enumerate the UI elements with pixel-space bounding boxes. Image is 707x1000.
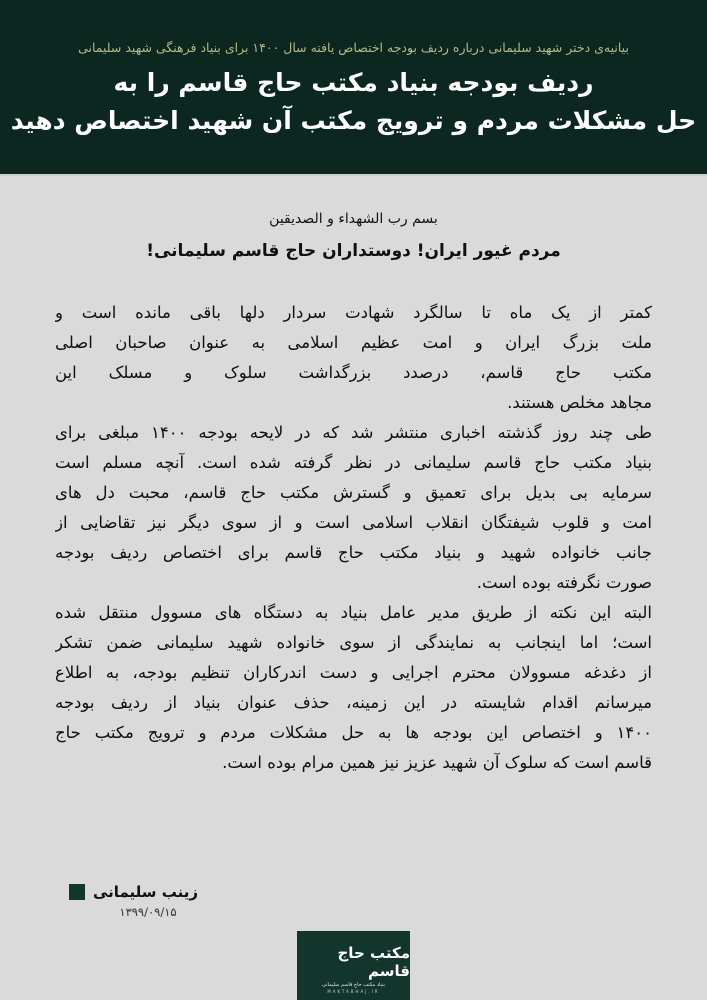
body-line: بنیاد مکتب حاج قاسم سلیمانی در نظر گرفته شده است. آنچه مسلم است bbox=[55, 453, 652, 472]
body-line: ۱۴۰۰ و اختصاص این بودجه ها به حل مشکلات مردم و ترویج مکتب حاج bbox=[55, 723, 652, 742]
header-banner bbox=[0, 0, 707, 176]
body-line: صورت نگرفته بوده است. bbox=[476, 573, 652, 592]
body-line: است؛ اما اینجانب به نمایندگی از سوی خانواده شهید سلیمانی ضمن تشکر bbox=[55, 633, 652, 652]
square-bullet-icon bbox=[69, 884, 85, 900]
body-line: البته این نکته از طریق مدیر عامل بنیاد به دستگاه های مسوول منتقل شده bbox=[55, 603, 652, 622]
logo-title: مکتب حاج قاسم bbox=[337, 943, 410, 980]
body-line: امت و قلوب شیفتگان انقلاب اسلامی است و از سوی دیگر نیز تقاضایی از bbox=[55, 513, 652, 532]
logo-url: MAKTABHAJ.IR bbox=[327, 988, 380, 994]
body-line: از دغدغه مسوولان محترم اجرایی و دست اندرکاران تنظیم بودجه، به اطلاع bbox=[55, 663, 652, 682]
paragraph-3 bbox=[55, 598, 652, 778]
maktab-haj-qasem-logo bbox=[297, 931, 410, 1000]
logo-subtitle: بنیاد مکتب حاج قاسم سلیمانی bbox=[322, 981, 385, 988]
letter-body bbox=[55, 298, 652, 778]
body-line: مکتب حاج قاسم، درصدد بزرگداشت سلوک و مسلک این bbox=[55, 363, 652, 382]
signature-block bbox=[58, 883, 198, 919]
headline-line-1: ردیف بودجه بنیاد مکتب حاج قاسم را به bbox=[113, 68, 594, 97]
body-line: طی چند روز گذشته اخباری منتشر شد که در لایحه بودجه ۱۴۰۰ مبلغی برای bbox=[55, 423, 652, 442]
body-line: جانب خانواده شهید و بنیاد مکتب حاج قاسم برای اختصاص ردیف بودجه bbox=[55, 543, 652, 562]
signature-name: زینب سلیمانی bbox=[93, 883, 198, 901]
body-line: میرسانم اقدام شایسته در این زمینه، حذف عنوان بنیاد از ردیف بودجه bbox=[55, 693, 652, 712]
body-line: سرمایه بی بدیل برای تعمیق و گسترش مکتب حاج قاسم، محبت دل های bbox=[55, 483, 652, 502]
paragraph-2 bbox=[55, 418, 652, 598]
signature-row bbox=[58, 883, 198, 901]
header-kicker: بیانیه‌ی دختر شهید سلیمانی درباره ردیف بودجه اختصاص یافته سال ۱۴۰۰ برای بنیاد فرهنگی شهید سلیمانی bbox=[78, 40, 629, 55]
body-line: ملت بزرگ ایران و امت عظیم اسلامی به عنوان صاحبان اصلی bbox=[55, 333, 652, 352]
headline-line-2: حل مشکلات مردم و ترویج مکتب آن شهید اختصاص دهید bbox=[10, 106, 697, 135]
bismillah: بسم رب الشهداء و الصدیقین bbox=[269, 211, 438, 227]
body-line: مجاهد مخلص هستند. bbox=[507, 393, 652, 412]
body-line: قاسم است که سلوک آن شهید عزیز نیز همین مرام بوده است. bbox=[222, 753, 652, 772]
body-line: کمتر از یک ماه تا سالگرد شهادت سردار دلها باقی مانده است و bbox=[55, 303, 652, 322]
signature-date: ۱۳۹۹/۰۹/۱۵ bbox=[119, 905, 177, 919]
paragraph-1 bbox=[55, 298, 652, 418]
salutation: مردم غیور ایران! دوستداران حاج قاسم سلیمانی! bbox=[146, 241, 561, 261]
